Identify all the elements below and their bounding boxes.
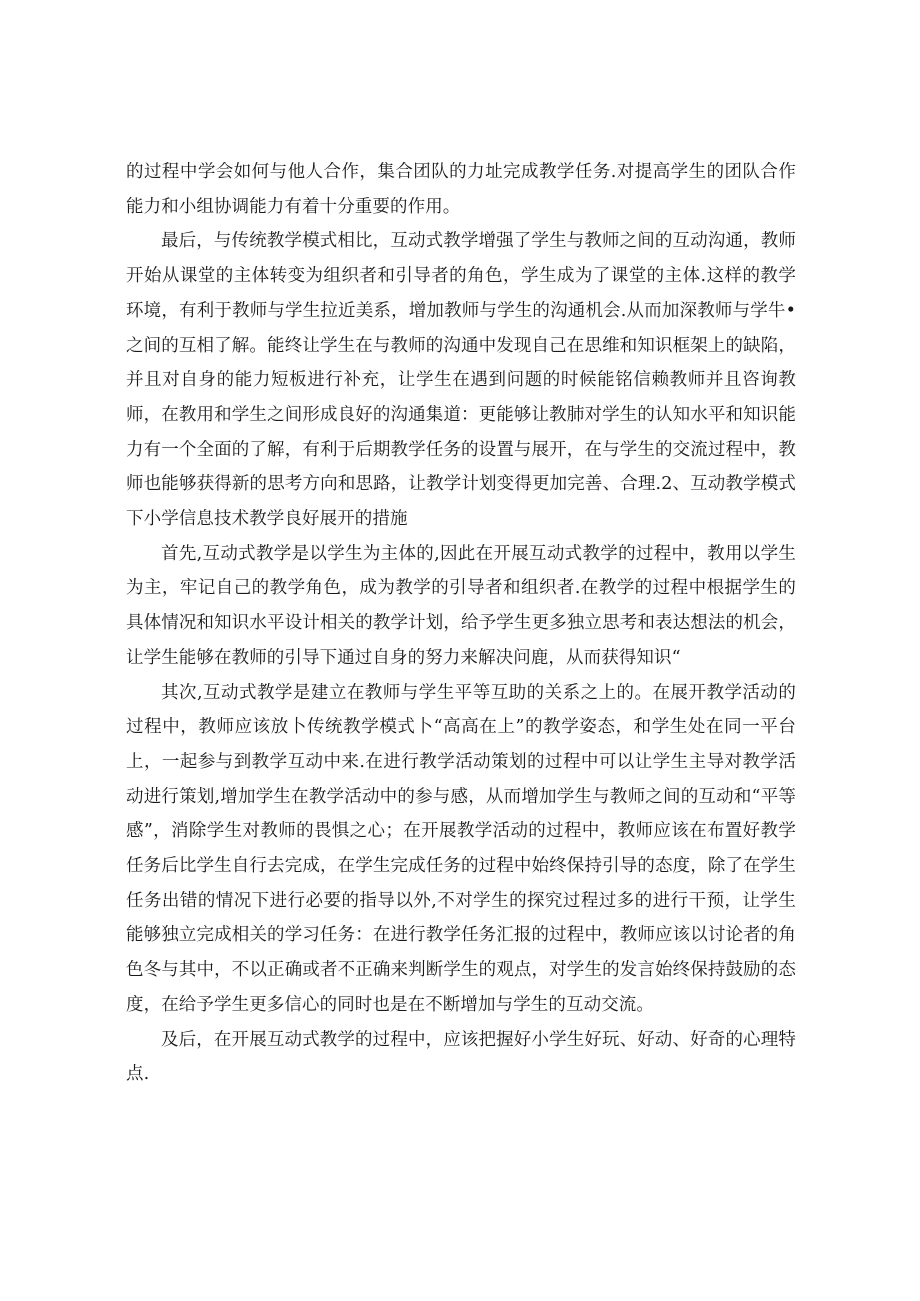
document-body: [126, 155, 796, 1092]
paragraph-continuation: 的过程中学会如何与他人合作，集合团队的力址完成教学任务.对提高学生的团队合作能力和小组协调能力有着十分重要的作用。: [126, 162, 796, 217]
paragraph-finally: 最后，与传统教学模式相比，互动式教学增强了学生与教师之间的互动沟通，教师开始从课堂的主体转变为组织者和引导者的角色，学生成为了课堂的主体.这样的教学环境，有利于教师与学生拉近美系，增加教师与学生的沟通机会.从而加深教师与学牛•之间的互相了解。能终让学生在与教师的沟通中发现自己在思维和知识框架上的缺陷，并且对自身的能力短板进行补充，让学生在遇到问题的时候能铭信赖教师并且咨询教师，在教用和学生之间形成良好的沟通集道：更能够让教肺对学生的认知水平和知识能力有一个全面的了解，有利于后期教学任务的设置与展开，在与学生的交流过程中，教师也能够获得新的思考方向和思路，让教学计划变得更加完善、合理.2、互动教学模式下小学信息技术教学良好展开的措施: [126, 231, 796, 530]
paragraph-second: 其次,互动式教学是建立在教师与学生平等互助的关系之上的。在展开教学活动的过程中，教师应该放卜传统教学模式卜“高高在上”的教学姿态，和学生处在同一平台上，一起参与到教学互动中来.在进行教学活动策划的过程中可以让学生主导对教学活动进行策划,增加学生在教学活动中的参与感，从而增加学生与教师之间的互动和“平等感”，消除学生对教师的畏惧之心；在开展教学活动的过程中，教师应该在布置好教学任务后比学生自行去完成，在学生完成任务的过程中始终保持引导的态度，除了在学生任务出错的情况下进行必要的指导以外,不对学生的探究过程过多的进行干预，让学生能够独立完成相关的学习任务：在进行教学任务汇报的过程中，教师应该以讨论者的角色冬与其中，不以正确或者不正确来判断学生的观点，对学生的发言始终保持鼓励的态度，在给予学生更多信心的同时也是在不断增加与学生的互动交流。: [126, 682, 796, 1015]
paragraph-first: 首先,互动式教学是以学生为主体的,因此在开展互动式教学的过程中，教用以学生为主，牢记自己的教学角色，成为教学的引导者和组织者.在教学的过程中根据学生的具体情况和知识水平设计相关的教学计划，给予学生更多独立思考和表达想法的机会，让学生能够在教师的引导下通过自身的努力来解决问鹿，从而获得知识“: [126, 543, 796, 668]
paragraph-last: 及后，在开展互动式教学的过程中，应该把握好小学生好玩、好动、好奇的心理特点.: [126, 1029, 796, 1085]
